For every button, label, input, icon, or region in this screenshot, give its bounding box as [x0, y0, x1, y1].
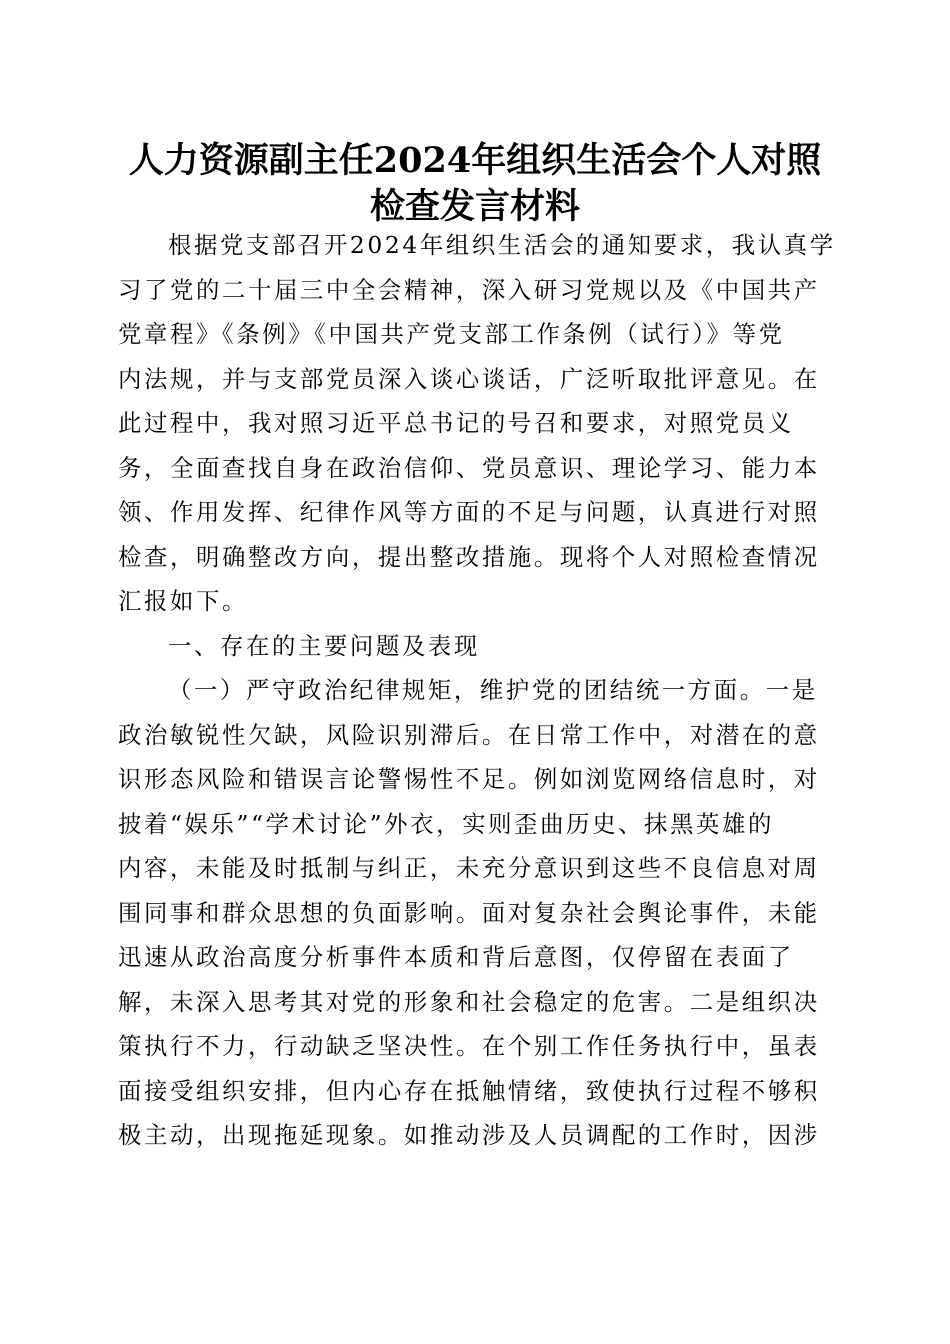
paragraph-line: 习了党的二十届三中全会精神，深入研习党规以及《中国共产 — [118, 275, 820, 304]
document-title — [100, 138, 850, 230]
section-heading: 一、存在的主要问题及表现 — [168, 631, 480, 660]
paragraph-line: 领、作用发挥、纪律作风等方面的不足与问题，认真进行对照 — [118, 498, 820, 526]
paragraph-line: 解，未深入思考其对党的形象和社会稳定的危害。二是组织决 — [118, 987, 820, 1016]
paragraph-line: 汇报如下。 — [118, 587, 248, 615]
paragraph-line: 面接受组织安排，但内心存在抵触情绪，致使执行过程不够积 — [118, 1076, 820, 1105]
paragraph-line: 内容，未能及时抵制与纠正，未充分意识到这些不良信息对周 — [118, 854, 820, 882]
paragraph-line: 政治敏锐性欠缺，风险识别滞后。在日常工作中，对潜在的意 — [118, 720, 820, 749]
paragraph-line: 党章程》《条例》《中国共产党支部工作条例（试行）》等党 — [118, 320, 785, 348]
title-line-1: 人力资源副主任2024年组织生活会个人对照 — [128, 140, 822, 181]
paragraph-line: 务，全面查找自身在政治信仰、党员意识、理论学习、能力本 — [118, 453, 820, 482]
paragraph-line: 内法规，并与支部党员深入谈心谈话，广泛听取批评意见。在 — [118, 364, 820, 393]
paragraph-line: 极主动，出现拖延现象。如推动涉及人员调配的工作时，因涉 — [118, 1121, 820, 1149]
paragraph-line: 识形态风险和错误言论警惕性不足。例如浏览网络信息时，对 — [118, 765, 820, 793]
paragraph-line: 披着“娱乐”“学术讨论”外衣，实则歪曲历史、抹黑英雄的 — [118, 809, 775, 838]
document-body — [118, 223, 836, 1158]
paragraph-line: 围同事和群众思想的负面影响。面对复杂社会舆论事件，未能 — [118, 898, 820, 927]
paragraph-line: （一）严守政治纪律规矩，维护党的团结统一方面。一是 — [168, 676, 818, 704]
paragraph-line: 迅速从政治高度分析事件本质和背后意图，仅停留在表面了 — [118, 943, 794, 971]
paragraph-line: 检查，明确整改方向，提出整改措施。现将个人对照检查情况 — [118, 542, 820, 571]
paragraph-line: 此过程中，我对照习近平总书记的号召和要求，对照党员义 — [118, 409, 794, 437]
paragraph-line: 根据党支部召开2024年组织生活会的通知要求，我认真学 — [168, 231, 836, 259]
paragraph-line: 策执行不力，行动缺乏坚决性。在个别工作任务执行中，虽表 — [118, 1032, 820, 1060]
title-line-2: 检查发言材料 — [369, 186, 580, 227]
